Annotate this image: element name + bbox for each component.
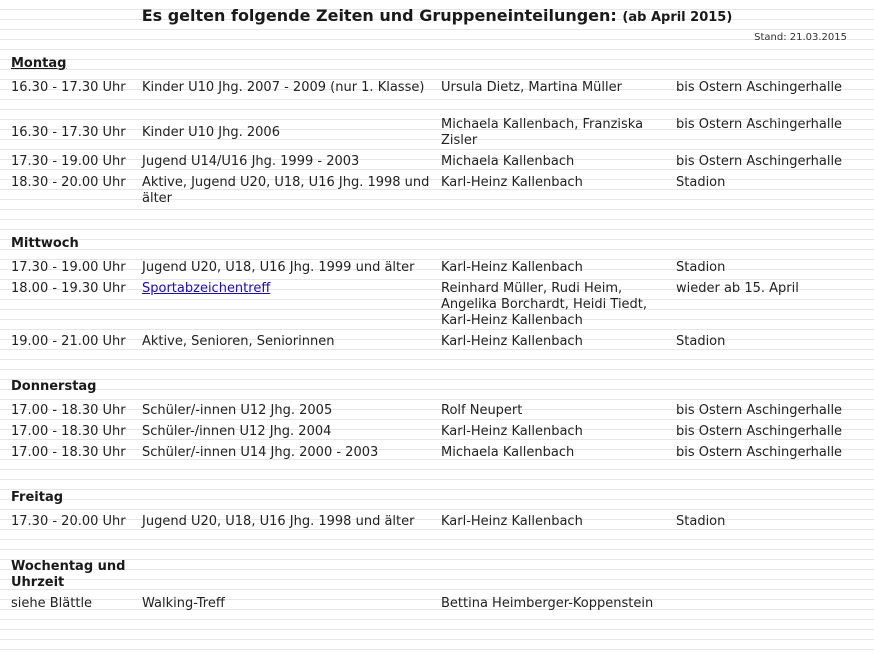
section-heading-donnerstag: Donnerstag: [11, 379, 97, 394]
cell-place: Stadion: [676, 260, 726, 275]
cell-time: 16.30 - 17.30 Uhr: [11, 125, 126, 140]
cell-group: Jugend U20, U18, U16 Jhg. 1999 und älter: [142, 260, 415, 275]
cell-group: Walking-Treff: [142, 596, 225, 611]
section-heading-mittwoch: Mittwoch: [11, 236, 79, 251]
section-heading-montag: Montag: [11, 56, 67, 71]
cell-time: 18.30 - 20.00 Uhr: [11, 175, 126, 190]
cell-place: Stadion: [676, 334, 726, 349]
cell-trainer: Karl-Heinz Kallenbach: [441, 334, 583, 349]
cell-trainer: Bettina Heimberger-Koppenstein: [441, 596, 654, 611]
cell-group: Aktive, Senioren, Seniorinnen: [142, 334, 335, 349]
cell-place: bis Ostern Aschingerhalle: [676, 445, 843, 460]
cell-place: Stadion: [676, 175, 726, 190]
cell-time: 17.30 - 19.00 Uhr: [11, 260, 126, 275]
cell-place: bis Ostern Aschingerhalle: [676, 403, 843, 418]
cell-time: 19.00 - 21.00 Uhr: [11, 334, 126, 349]
section-heading-wochentag: Wochentag und Uhrzeit: [11, 559, 126, 590]
cell-time: 17.30 - 19.00 Uhr: [11, 154, 126, 169]
cell-time: 17.00 - 18.30 Uhr: [11, 445, 126, 460]
cell-time: 16.30 - 17.30 Uhr: [11, 80, 126, 95]
section-heading-freitag: Freitag: [11, 490, 64, 505]
page-title-text: Es gelten folgende Zeiten und Gruppeneinteilungen:: [141, 6, 617, 25]
cell-time: 17.30 - 20.00 Uhr: [11, 514, 126, 529]
cell-place: bis Ostern Aschingerhalle: [676, 154, 843, 169]
cell-place: wieder ab 15. April: [676, 281, 799, 296]
page-title: [0, 6, 874, 25]
cell-trainer: Michaela Kallenbach: [441, 154, 575, 169]
cell-trainer: Michaela Kallenbach: [441, 445, 575, 460]
cell-trainer: Ursula Dietz, Martina Müller: [441, 80, 622, 95]
cell-group: Kinder U10 Jhg. 2007 - 2009 (nur 1. Klasse): [142, 80, 425, 95]
cell-group: Schüler/-innen U12 Jhg. 2005: [142, 403, 333, 418]
cell-trainer: Karl-Heinz Kallenbach: [441, 424, 583, 439]
cell-time: 17.00 - 18.30 Uhr: [11, 403, 126, 418]
cell-trainer: Rolf Neupert: [441, 403, 523, 418]
cell-time: 18.00 - 19.30 Uhr: [11, 281, 126, 296]
page-subtitle: (ab April 2015): [622, 10, 733, 25]
cell-place: bis Ostern Aschingerhalle: [676, 424, 843, 439]
cell-trainer: Reinhard Müller, Rudi Heim, Angelika Borchardt, Heidi Tiedt, Karl-Heinz Kallenbach: [441, 281, 648, 328]
stand-date: Stand: 21.03.2015: [754, 32, 847, 43]
cell-trainer: Michaela Kallenbach, Franziska Zisler: [441, 117, 644, 148]
cell-group: Aktive, Jugend U20, U18, U16 Jhg. 1998 und älter: [142, 175, 430, 206]
cell-trainer: Karl-Heinz Kallenbach: [441, 260, 583, 275]
cell-trainer: Karl-Heinz Kallenbach: [441, 514, 583, 529]
cell-group: [142, 281, 432, 297]
cell-group: Jugend U14/U16 Jhg. 1999 - 2003: [142, 154, 360, 169]
cell-trainer: Karl-Heinz Kallenbach: [441, 175, 583, 190]
cell-time: siehe Blättle: [11, 596, 93, 611]
sportabzeichentreff-link[interactable]: Sportabzeichentreff: [142, 281, 271, 296]
cell-time: 17.00 - 18.30 Uhr: [11, 424, 126, 439]
cell-group: Schüler/-innen U14 Jhg. 2000 - 2003: [142, 445, 379, 460]
cell-place: bis Ostern Aschingerhalle: [676, 117, 843, 132]
cell-group: Schüler-/innen U12 Jhg. 2004: [142, 424, 332, 439]
cell-place: Stadion: [676, 514, 726, 529]
cell-place: bis Ostern Aschingerhalle: [676, 80, 843, 95]
cell-group: Kinder U10 Jhg. 2006: [142, 125, 280, 140]
cell-group: Jugend U20, U18, U16 Jhg. 1998 und älter: [142, 514, 415, 529]
